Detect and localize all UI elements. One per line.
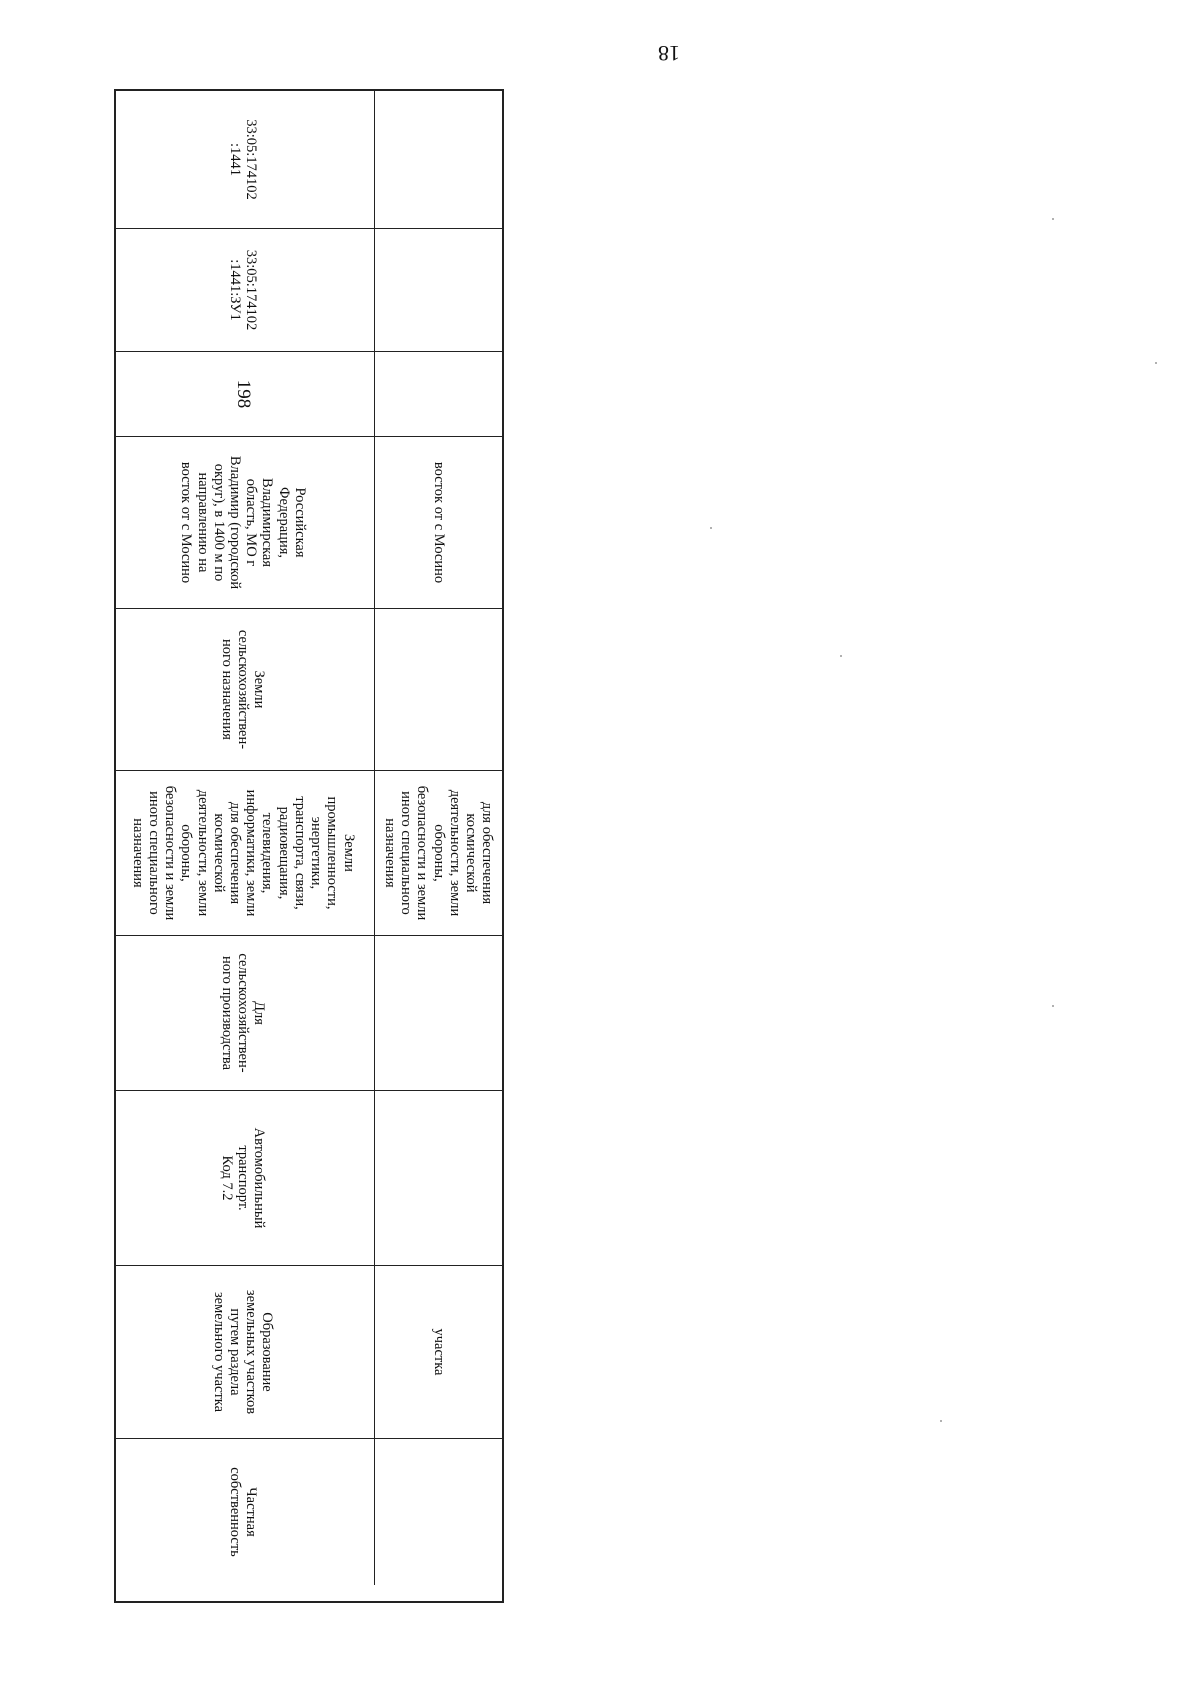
- cell-top-cadastral-number: [374, 91, 502, 229]
- cell-cadastral-number: 33:05:174102 :1441: [114, 91, 374, 229]
- cell-ownership: Частная собственность: [227, 1467, 260, 1557]
- page-number: 18: [658, 41, 680, 66]
- scan-speck: [1052, 218, 1054, 220]
- scan-speck: [710, 527, 712, 529]
- cell-new-permitted-use: Автомобильный транспорт. Код 7.2: [114, 1091, 374, 1266]
- cell-new-land-category: Земли промышленности, энергетики, транспорта, связи, радиовещания, телевидения, информатики, земли для обеспечения космической деятельности, земли обороны, безопасности и земли иного специального назначения: [114, 771, 374, 936]
- cell-top-new-plot-number: [374, 229, 502, 352]
- cell-formation-method: Образование земельных участков путем раздела земельного участка: [114, 1266, 374, 1439]
- scan-speck: [840, 655, 842, 657]
- cell-top-new-permitted-use: [374, 1091, 502, 1266]
- cell-top-formation-method: участка: [374, 1266, 502, 1439]
- cell-permitted-use: Для сельскохозяйствен- ного производства: [114, 936, 374, 1091]
- cell-top-ownership: [374, 1439, 502, 1585]
- scan-speck: [1052, 1005, 1054, 1007]
- cell-area: 198: [114, 352, 374, 437]
- scan-speck: [940, 1420, 942, 1422]
- cell-new-plot-number: 33:05:174102 :1441:ЗУ1: [114, 229, 374, 352]
- land-plot-table-frame: [114, 89, 504, 1603]
- cell-land-category: Земли сельскохозяйствен- ного назначения: [114, 609, 374, 771]
- cell-top-new-land-category: для обеспечения космической деятельности, земли обороны, безопасности и земли иного специального назначения: [374, 771, 502, 936]
- scan-speck: [1155, 362, 1157, 364]
- cell-top-area: [374, 352, 502, 437]
- cell-top-address: восток от с Мосино: [374, 437, 502, 609]
- cell-top-land-category: [374, 609, 502, 771]
- land-plot-table: [114, 89, 504, 1603]
- cell-address: Российская Федерация, Владимирская область, МО г Владимир (городской округ), в 1400 м по направлению на восток от с Мосино: [114, 437, 374, 609]
- cell-top-permitted-use: [374, 936, 502, 1091]
